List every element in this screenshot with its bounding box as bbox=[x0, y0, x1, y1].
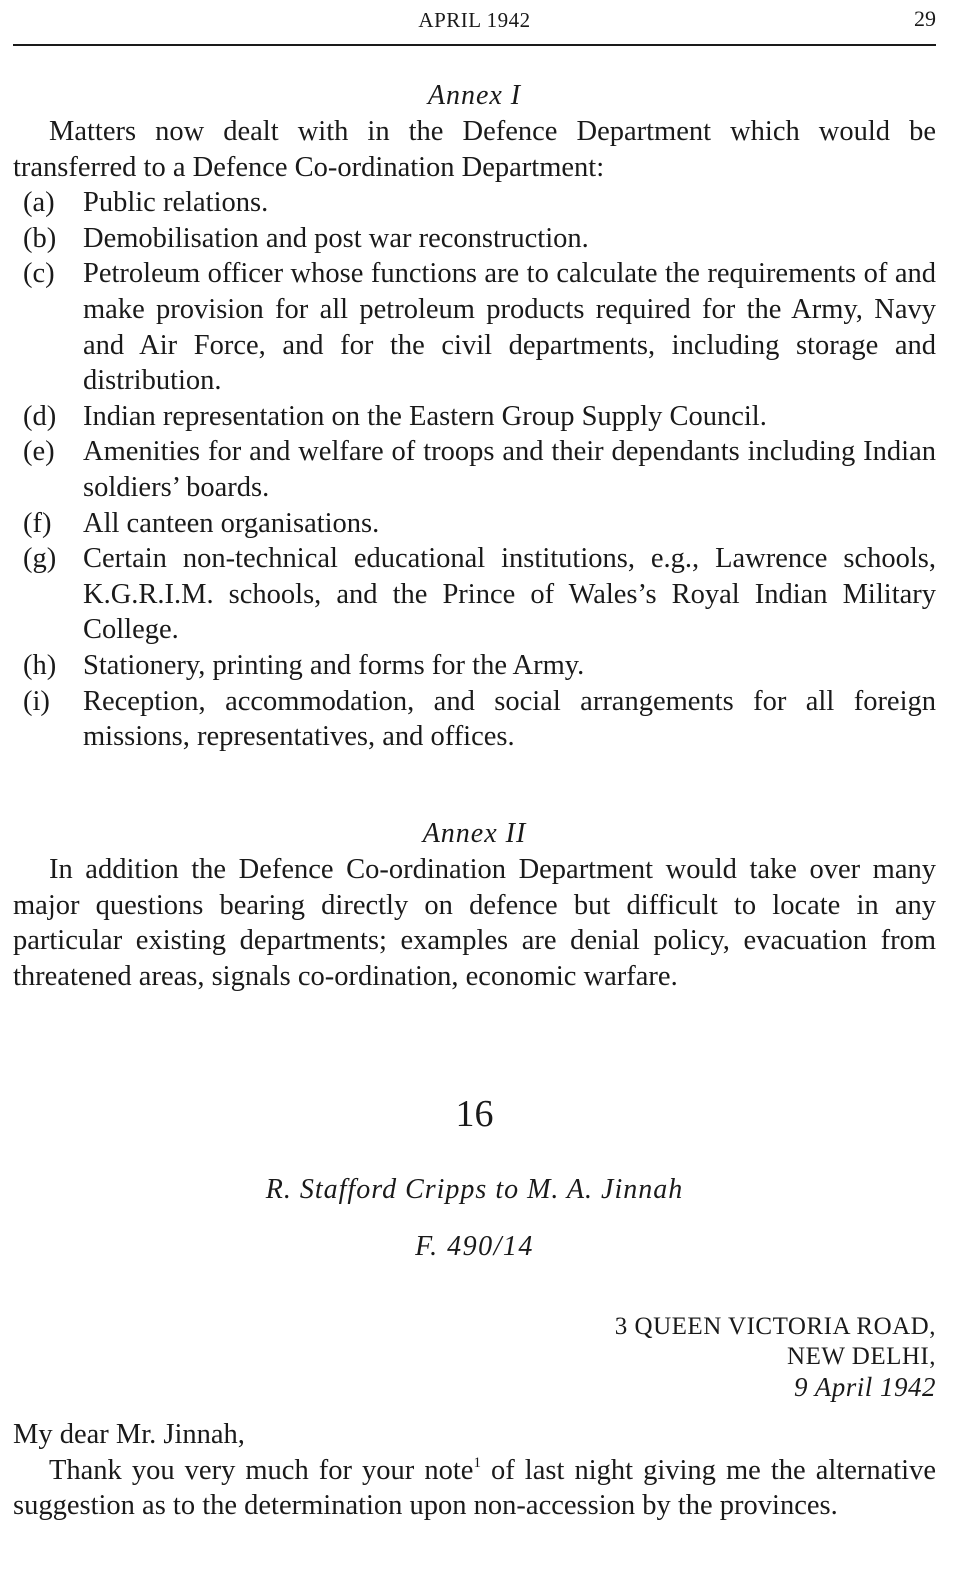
list-item-text: Amenities for and welfare of troops and their dependants including Indian soldiers’ boards. bbox=[83, 436, 936, 503]
annex-2-section bbox=[13, 816, 936, 994]
list-item bbox=[13, 648, 936, 684]
list-marker: (c) bbox=[23, 258, 55, 290]
annex-1-intro: Matters now dealt with in the Defence Department which would be transferred to a Defence Co-ordination Department: bbox=[13, 116, 936, 183]
address-line-2: NEW DELHI, bbox=[787, 1343, 936, 1370]
list-item-text: Certain non-technical educational institutions, e.g., Lawrence schools, K.G.R.I.M. schools, and the Prince of Wales’s Royal Indian Military College. bbox=[83, 543, 936, 646]
list-item-text: All canteen organisations. bbox=[83, 507, 380, 539]
list-item bbox=[13, 684, 936, 755]
document-reference: F. 490/14 bbox=[415, 1231, 534, 1262]
address-block bbox=[615, 1312, 936, 1402]
header-rule bbox=[13, 44, 936, 46]
list-marker: (a) bbox=[23, 187, 55, 219]
list-item bbox=[13, 399, 936, 435]
list-marker: (e) bbox=[23, 436, 55, 468]
list-item bbox=[13, 256, 936, 398]
list-item-text: Stationery, printing and forms for the Army. bbox=[83, 649, 585, 681]
letter-body bbox=[13, 1417, 936, 1524]
list-item bbox=[13, 541, 936, 648]
annex-1-section bbox=[13, 78, 936, 755]
letter-text-start: Thank you very much for your note bbox=[49, 1454, 474, 1486]
running-head bbox=[13, 6, 936, 36]
salutation: My dear Mr. Jinnah, bbox=[13, 1419, 245, 1450]
list-item-text: Indian representation on the Eastern Group Supply Council. bbox=[83, 400, 767, 432]
list-marker: (i) bbox=[23, 685, 50, 717]
list-marker: (d) bbox=[23, 400, 57, 432]
list-item-text: Demobilisation and post war reconstruction. bbox=[83, 222, 589, 254]
annex-1-list bbox=[13, 185, 936, 755]
list-item-text: Reception, accommodation, and social arrangements for all foreign missions, representatives, and offices. bbox=[83, 685, 936, 753]
annex-2-title: Annex II bbox=[422, 818, 527, 849]
list-item bbox=[13, 506, 936, 542]
list-marker: (h) bbox=[23, 649, 57, 681]
letter-text-rest: of last night giving me the alternative suggestion as to the determination upon non-accession by the provinces. bbox=[13, 1454, 937, 1522]
address-line-1: 3 QUEEN VICTORIA ROAD, bbox=[614, 1313, 936, 1340]
list-item-text: Public relations. bbox=[83, 187, 269, 219]
letter-paragraph bbox=[13, 1453, 936, 1524]
footnote-marker[interactable]: 1 bbox=[473, 1454, 481, 1471]
list-item bbox=[13, 185, 936, 221]
annex-2-text: In addition the Defence Co-ordination Department would take over many major questions bearing directly on defence but difficult to locate in any particular existing departments; examples are denial policy, evacuation from threatened areas, signals co-ordination, economic warfare. bbox=[13, 854, 936, 992]
letter-date: 9 April 1942 bbox=[793, 1372, 936, 1402]
list-item bbox=[13, 221, 936, 257]
list-marker: (b) bbox=[23, 222, 57, 254]
document-number: 16 bbox=[455, 1093, 494, 1135]
list-item-text: Petroleum officer whose functions are to calculate the requirements of and make provision for all petroleum products required for the Army, Navy and Air Force, and for the civil departments, including storage and distribution. bbox=[83, 258, 936, 397]
running-title: APRIL 1942 bbox=[418, 8, 531, 32]
list-marker: (f) bbox=[23, 507, 52, 539]
annex-1-title: Annex I bbox=[427, 80, 522, 111]
list-item bbox=[13, 434, 936, 505]
page-number: 29 bbox=[914, 6, 936, 31]
document-heading: R. Stafford Cripps to M. A. Jinnah bbox=[265, 1174, 684, 1205]
list-marker: (g) bbox=[23, 543, 57, 575]
